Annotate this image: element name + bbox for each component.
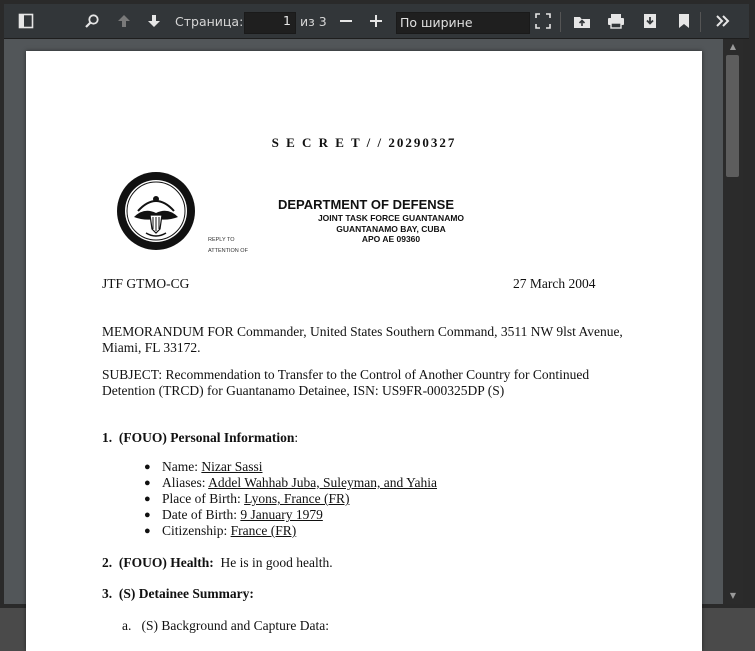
sidebar-toggle-icon[interactable] [14, 9, 38, 33]
list-item-value: Lyons, France (FR) [244, 491, 350, 506]
pdf-page [26, 51, 702, 651]
toolbar [4, 4, 749, 39]
presentation-mode-icon[interactable] [531, 9, 555, 33]
tools-menu-icon[interactable] [711, 9, 735, 33]
office-symbol: JTF GTMO-CG [102, 276, 190, 291]
scroll-down-icon[interactable]: ▼ [729, 591, 737, 600]
attention-of-label: ATTENTION OF [208, 248, 248, 254]
list-item-value: Nizar Sassi [201, 459, 263, 474]
list-item-value: Addel Wahhab Juba, Suleyman, and Yahia [208, 475, 438, 490]
page-label: Страница: [175, 14, 244, 29]
vertical-scrollbar[interactable] [723, 39, 743, 604]
section3-number: 3. [102, 586, 113, 601]
list-item-label: Date of Birth: [162, 507, 237, 522]
list-item: ● Date of Birth: 9 January 1979 [144, 507, 337, 523]
letterhead-line1: JOINT TASK FORCE GUANTANAMO [317, 213, 465, 223]
previous-page-icon[interactable] [112, 9, 136, 33]
section1-colon: : [294, 430, 299, 445]
list-item: ● Place of Birth: Lyons, France (FR) [144, 491, 350, 506]
zoom-select[interactable]: По ширине [396, 12, 530, 34]
memorandum-for-line2: Miami, FL 33172. [102, 340, 201, 355]
letterhead-line3: APO AE 09360 [361, 234, 421, 244]
section1-heading [102, 430, 298, 446]
section2-heading: (FOUO) Health: [118, 555, 214, 570]
print-icon[interactable] [604, 9, 628, 33]
classification-header: S E C R E T / / 20290327 [271, 135, 457, 150]
list-item-label: Citizenship: [162, 523, 228, 538]
subject-line2: Detention (TRCD) for Guantanamo Detainee, ISN: US9FR-000325DP (S) [102, 383, 505, 398]
open-file-icon[interactable] [570, 9, 594, 33]
list-item: ● Aliases: Addel Wahhab Juba, Suleyman, and Yahia [144, 475, 438, 490]
list-item: ● Citizenship: France (FR) [144, 523, 314, 539]
bookmark-icon[interactable] [672, 9, 696, 33]
subject-line1: SUBJECT: Recommendation to Transfer to the Control of Another Country for Continued [102, 367, 590, 382]
section2 [102, 555, 333, 571]
toolbar-separator [700, 12, 701, 32]
section1-title: (FOUO) Personal Information [118, 430, 295, 445]
memo-date: 27 March 2004 [513, 276, 596, 291]
next-page-icon[interactable] [142, 9, 166, 33]
zoom-out-icon[interactable] [334, 9, 358, 33]
list-item-label: Name: [162, 459, 198, 474]
document-area[interactable] [4, 39, 723, 633]
section2-text: He is in good health. [220, 555, 333, 570]
subsection-a [122, 618, 329, 634]
letterhead-department: DEPARTMENT OF DEFENSE [278, 197, 454, 212]
download-icon[interactable] [638, 9, 662, 33]
dod-seal-icon [116, 171, 196, 251]
scroll-up-icon[interactable]: ▲ [729, 42, 737, 51]
subsection-a-letter: a. [122, 618, 132, 633]
list-item-label: Aliases: [162, 475, 206, 490]
subsection-a-text: (S) Background and Capture Data: [141, 618, 329, 633]
page-number-input[interactable]: 1 [244, 12, 296, 34]
section1-number: 1. [102, 430, 113, 445]
toolbar-separator [560, 12, 561, 32]
letterhead-line2: GUANTANAMO BAY, CUBA [336, 224, 446, 234]
reply-to-label: REPLY TO [208, 237, 235, 243]
scrollbar-thumb[interactable] [726, 55, 739, 177]
section3-heading: (S) Detainee Summary: [118, 586, 254, 601]
section2-number: 2. [102, 555, 113, 570]
memorandum-for-line1: MEMORANDUM FOR Commander, United States Southern Command, 3511 NW 9lst Avenue, [102, 324, 623, 339]
list-item: ● Name: Nizar Sassi [144, 459, 263, 474]
list-item-value: 9 January 1979 [240, 507, 323, 522]
section3 [102, 586, 254, 602]
list-item-value: France (FR) [230, 523, 297, 538]
list-item-label: Place of Birth: [162, 491, 241, 506]
search-icon[interactable] [80, 9, 104, 33]
zoom-in-icon[interactable] [364, 9, 388, 33]
page-total: из 3 [300, 14, 327, 29]
